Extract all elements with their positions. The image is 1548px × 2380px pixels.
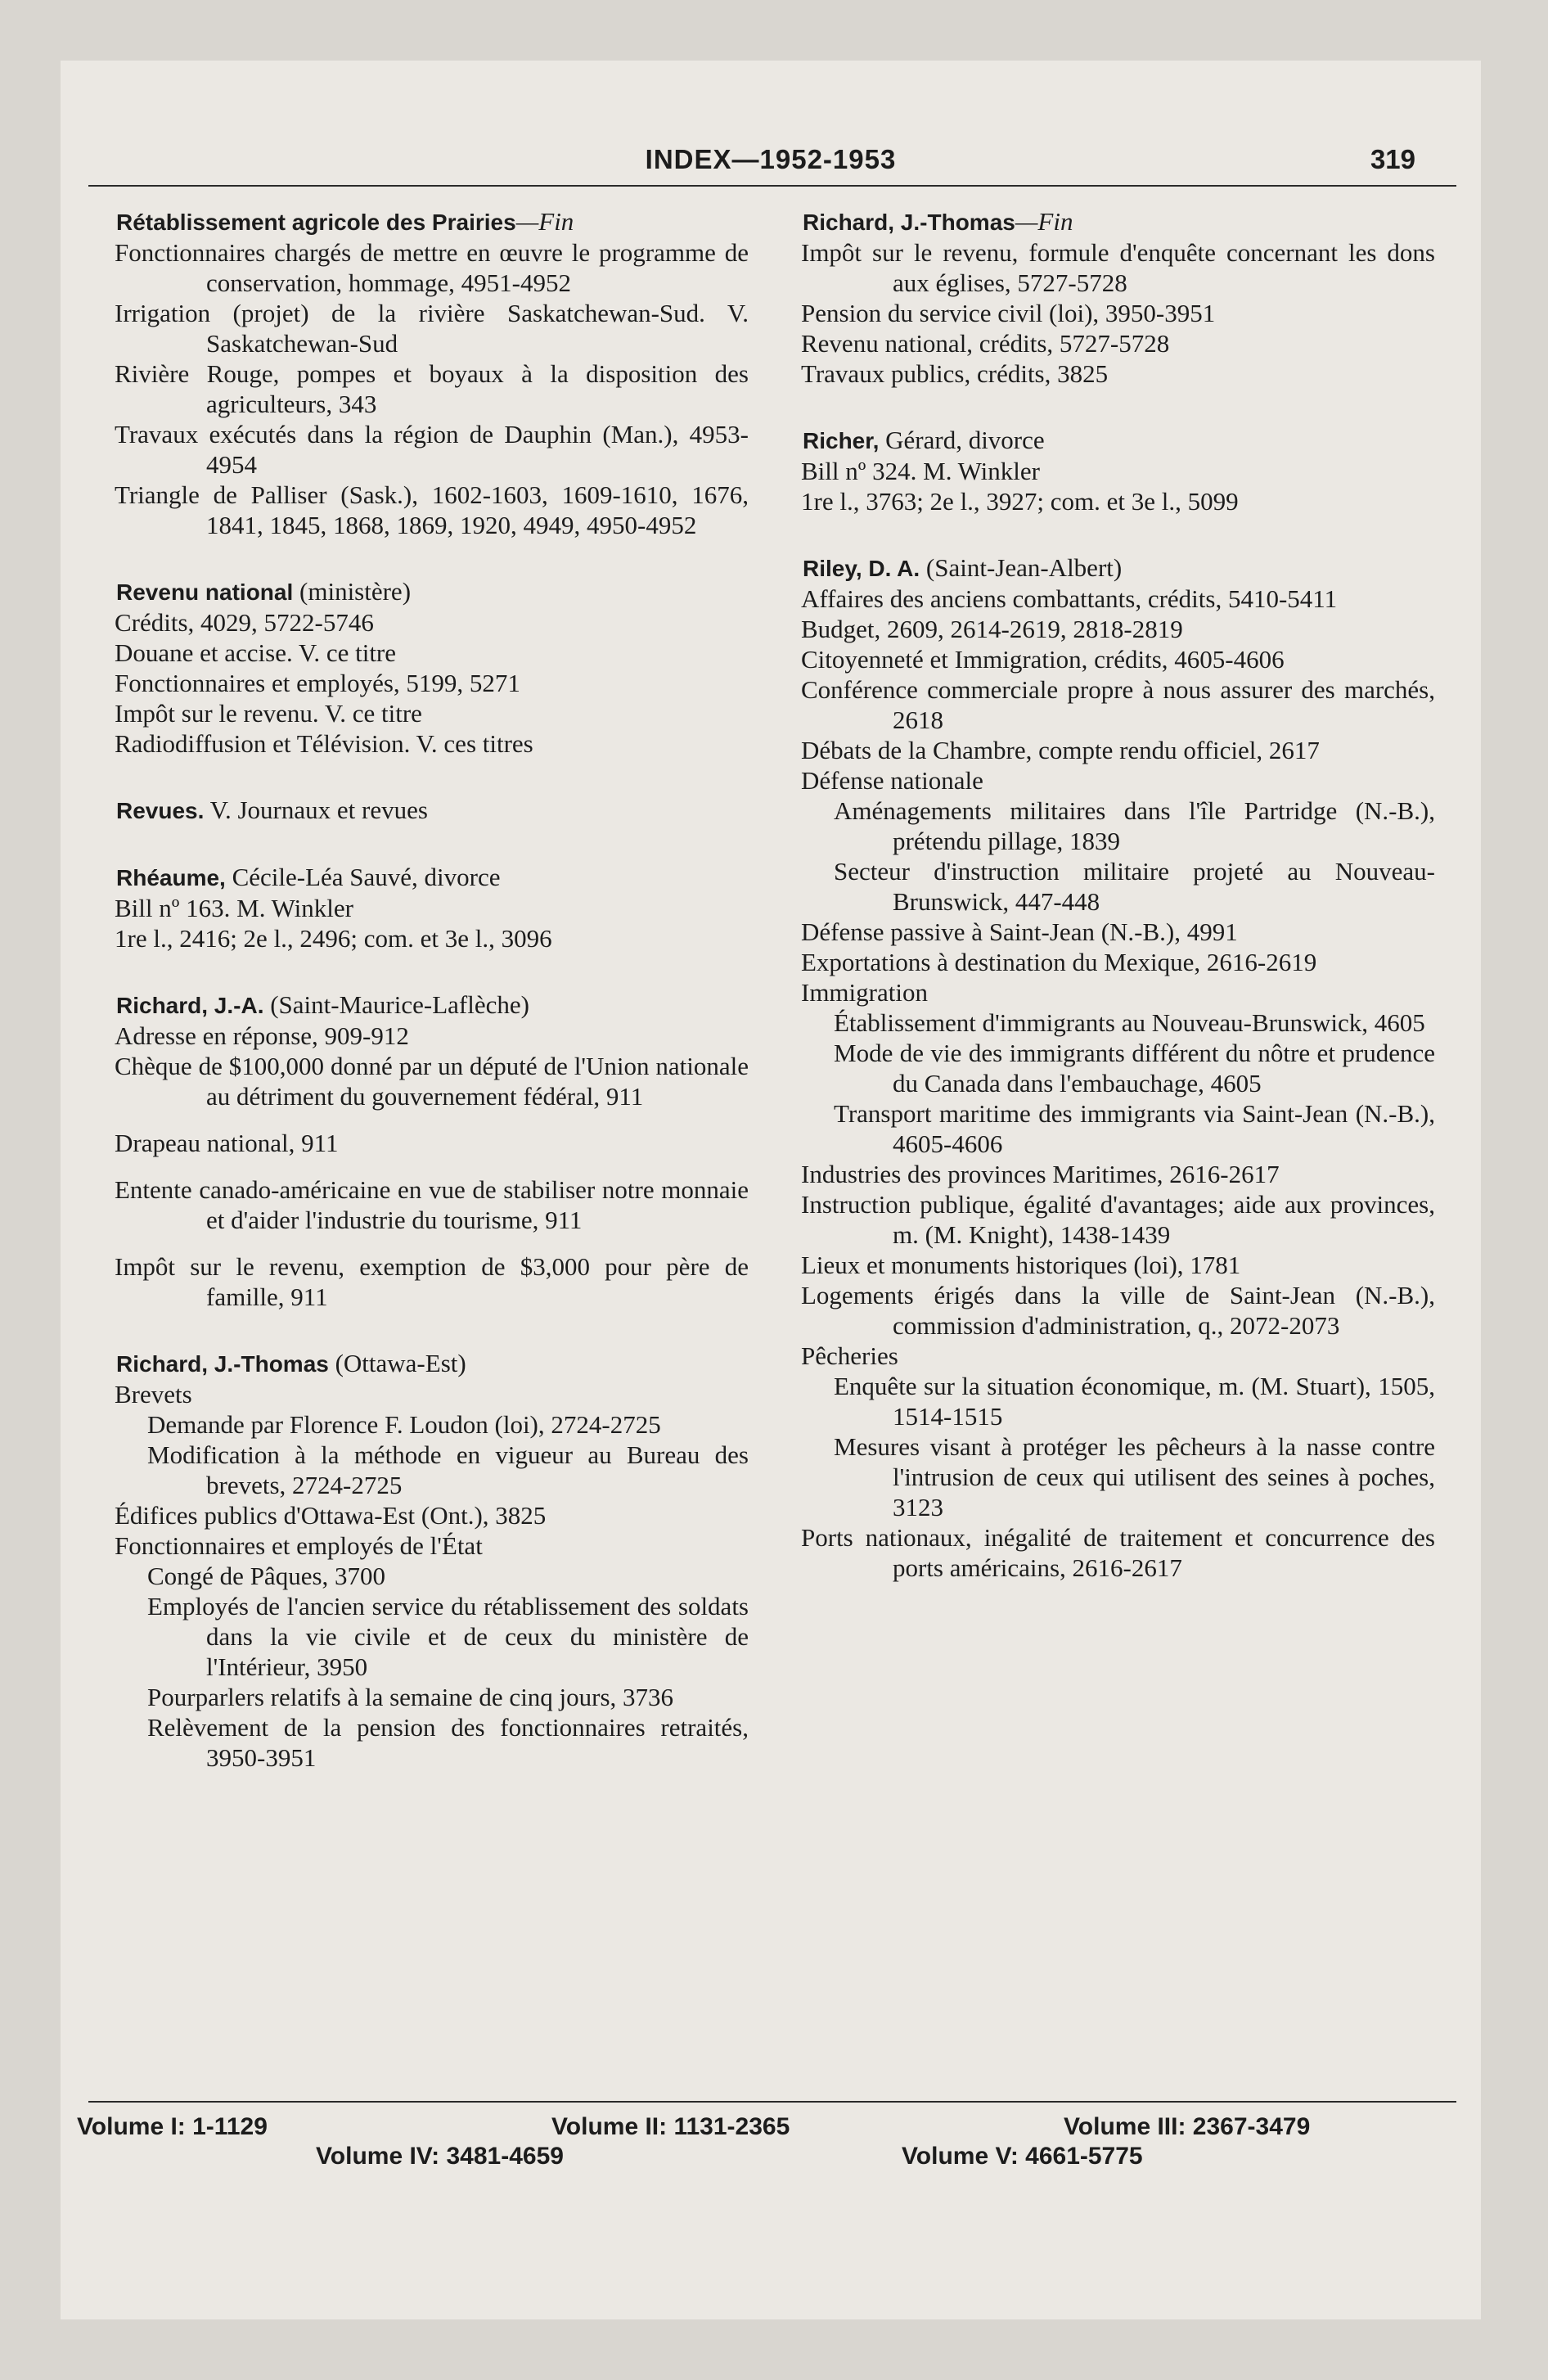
volume-2-range: Volume II: 1131-2365: [551, 2113, 790, 2140]
index-item: Irrigation (projet) de la rivière Saskatchewan-Sud. V. Saskatchewan-Sud: [115, 299, 749, 358]
index-entry: [115, 795, 749, 826]
page-header: [61, 144, 1481, 185]
index-item: Logements érigés dans la ville de Saint-Jean (N.-B.), commission d'administration, q., 2072-2073: [801, 1281, 1435, 1340]
page-title: INDEX—1952-1953: [645, 144, 897, 174]
header-rule: [88, 185, 1456, 187]
volume-1-range: Volume I: 1-1129: [77, 2113, 268, 2140]
index-item: Industries des provinces Maritimes, 2616-2617: [801, 1160, 1280, 1188]
volume-4-range: Volume IV: 3481-4659: [316, 2143, 564, 2170]
index-item: Chèque de $100,000 donné par un député de l'Union nationale au détriment du gouvernement fédéral, 911: [115, 1052, 749, 1111]
index-subitem: Congé de Pâques, 3700: [147, 1562, 386, 1590]
index-item: Défense passive à Saint-Jean (N.-B.), 4991: [801, 917, 1238, 946]
index-item: Pension du service civil (loi), 3950-3951: [801, 299, 1216, 327]
index-subitem: Aménagements militaires dans l'île Partridge (N.-B.), prétendu pillage, 1839: [834, 796, 1435, 855]
entry-name: Riley, D. A.: [803, 556, 920, 581]
index-item: Budget, 2609, 2614-2619, 2818-2819: [801, 615, 1183, 643]
entry-name: Revenu national: [116, 579, 294, 605]
index-item: Entente canado-américaine en vue de stabiliser notre monnaie et d'aider l'industrie du tourisme, 911: [115, 1175, 749, 1234]
index-item: Impôt sur le revenu, exemption de $3,000 pour père de famille, 911: [115, 1252, 749, 1311]
index-item: Exportations à destination du Mexique, 2616-2619: [801, 948, 1317, 976]
entry-name: Rhéaume,: [116, 865, 226, 890]
entry-qualifier: V. Journaux et revues: [204, 796, 428, 824]
index-subitem: Transport maritime des immigrants via Saint-Jean (N.-B.), 4605-4606: [834, 1099, 1435, 1158]
entry-qualifier: Gérard, divorce: [879, 426, 1045, 454]
index-subitem: Établissement d'immigrants au Nouveau-Brunswick, 4605: [834, 1008, 1425, 1037]
index-item: Fonctionnaires et employés, 5199, 5271: [115, 669, 520, 697]
index-item: Affaires des anciens combattants, crédits, 5410-5411: [801, 584, 1338, 613]
index-item: Immigration: [801, 978, 928, 1007]
index-entry: [801, 206, 1435, 389]
index-subitem: Secteur d'instruction militaire projeté au Nouveau-Brunswick, 447-448: [834, 857, 1435, 916]
entry-qualifier: (Saint-Maurice-Laflèche): [263, 990, 529, 1019]
index-item: Travaux exécutés dans la région de Dauphin (Man.), 4953-4954: [115, 420, 749, 479]
entry-heading: [801, 425, 1435, 456]
index-page: [61, 61, 1481, 2319]
index-subitem: Relèvement de la pension des fonctionnaires retraités, 3950-3951: [147, 1713, 749, 1772]
index-item: Rivière Rouge, pompes et boyaux à la disposition des agriculteurs, 343: [115, 359, 749, 418]
index-item: Conférence commerciale propre à nous assurer des marchés, 2618: [801, 675, 1435, 734]
index-entry: [115, 989, 749, 1312]
entry-name: Rétablissement agricole des Prairies: [116, 210, 516, 235]
index-subitem: Pourparlers relatifs à la semaine de cinq jours, 3736: [147, 1683, 674, 1711]
entry-name: Richard, J.-Thomas: [803, 210, 1015, 235]
index-item: Adresse en réponse, 909-912: [115, 1021, 409, 1050]
volume-5-range: Volume V: 4661-5775: [902, 2143, 1143, 2170]
index-item: Triangle de Palliser (Sask.), 1602-1603, 1609-1610, 1676, 1841, 1845, 1868, 1869, 1920, 4949, 4950-4952: [115, 480, 749, 539]
index-item: Bill nº 163. M. Winkler: [115, 894, 353, 922]
index-item: Drapeau national, 911: [115, 1129, 339, 1157]
index-item: Défense nationale: [801, 766, 983, 795]
entry-heading: [801, 552, 1435, 584]
entry-heading: [115, 576, 749, 607]
index-subitem: Enquête sur la situation économique, m. (M. Stuart), 1505, 1514-1515: [834, 1372, 1435, 1431]
index-item: Fonctionnaires chargés de mettre en œuvre le programme de conservation, hommage, 4951-4952: [115, 238, 749, 297]
index-item: Brevets: [115, 1380, 192, 1409]
index-item: Ports nationaux, inégalité de traitement et concurrence des ports américains, 2616-2617: [801, 1523, 1435, 1582]
entry-heading: [115, 206, 749, 237]
index-item: Impôt sur le revenu. V. ce titre: [115, 699, 422, 728]
index-subitem: Mode de vie des immigrants différent du nôtre et prudence du Canada dans l'embauchage, 4605: [834, 1039, 1435, 1098]
index-item: Pêcheries: [801, 1341, 898, 1370]
entry-name: Revues.: [116, 798, 205, 823]
entry-qualifier: Cécile-Léa Sauvé, divorce: [225, 863, 501, 891]
index-item: Lieux et monuments historiques (loi), 1781: [801, 1251, 1241, 1279]
index-item: Radiodiffusion et Télévision. V. ces titres: [115, 729, 533, 758]
index-subitem: Employés de l'ancien service du rétablissement des soldats dans la vie civile et de ceux du ministère de l'Intérieur, 3950: [147, 1592, 749, 1681]
index-item: Citoyenneté et Immigration, crédits, 4605-4606: [801, 645, 1285, 674]
index-entry: [801, 425, 1435, 516]
index-item: Douane et accise. V. ce titre: [115, 638, 397, 667]
entry-heading: [115, 1348, 749, 1379]
index-entry: [115, 1348, 749, 1773]
entry-heading: [801, 206, 1435, 237]
entry-name: Richard, J.-Thomas: [116, 1351, 329, 1377]
volume-3-range: Volume III: 2367-3479: [1064, 2113, 1311, 2140]
entry-heading: [115, 862, 749, 893]
entry-continued: —Fin: [1015, 207, 1073, 236]
entry-qualifier: (ministère): [293, 577, 412, 606]
index-item: 1re l., 2416; 2e l., 2496; com. et 3e l., 3096: [115, 924, 552, 953]
index-entry: [115, 862, 749, 953]
footer-rule: [88, 2101, 1456, 2103]
index-item: Bill nº 324. M. Winkler: [801, 457, 1040, 485]
index-item: 1re l., 3763; 2e l., 3927; com. et 3e l., 5099: [801, 487, 1239, 516]
index-item: Crédits, 4029, 5722-5746: [115, 608, 374, 637]
index-entry: [115, 576, 749, 759]
right-column: [801, 206, 1435, 1619]
entry-name: Richer,: [803, 428, 880, 453]
entry-qualifier: (Saint-Jean-Albert): [920, 553, 1123, 582]
left-column: [115, 206, 749, 1809]
index-item: Fonctionnaires et employés de l'État: [115, 1531, 483, 1560]
entry-heading: [115, 989, 749, 1021]
entry-heading: [115, 795, 749, 826]
index-item: Impôt sur le revenu, formule d'enquête concernant les dons aux églises, 5727-5728: [801, 238, 1435, 297]
entry-continued: —Fin: [515, 207, 574, 236]
index-entry: [801, 552, 1435, 1583]
index-subitem: Modification à la méthode en vigueur au Bureau des brevets, 2724-2725: [147, 1440, 749, 1499]
index-item: Instruction publique, égalité d'avantages; aide aux provinces, m. (M. Knight), 1438-1439: [801, 1190, 1435, 1249]
entry-name: Richard, J.-A.: [116, 993, 264, 1018]
index-subitem: Demande par Florence F. Loudon (loi), 2724-2725: [147, 1410, 661, 1439]
index-item: Édifices publics d'Ottawa-Est (Ont.), 3825: [115, 1501, 547, 1530]
index-item: Revenu national, crédits, 5727-5728: [801, 329, 1170, 358]
index-item: Travaux publics, crédits, 3825: [801, 359, 1109, 388]
index-item: Débats de la Chambre, compte rendu officiel, 2617: [801, 736, 1320, 764]
index-entry: [115, 206, 749, 540]
entry-qualifier: (Ottawa-Est): [328, 1349, 466, 1377]
page-number: 319: [1370, 144, 1415, 174]
index-subitem: Mesures visant à protéger les pêcheurs à la nasse contre l'intrusion de ceux qui utilisent des seines à poches, 3123: [834, 1432, 1435, 1521]
